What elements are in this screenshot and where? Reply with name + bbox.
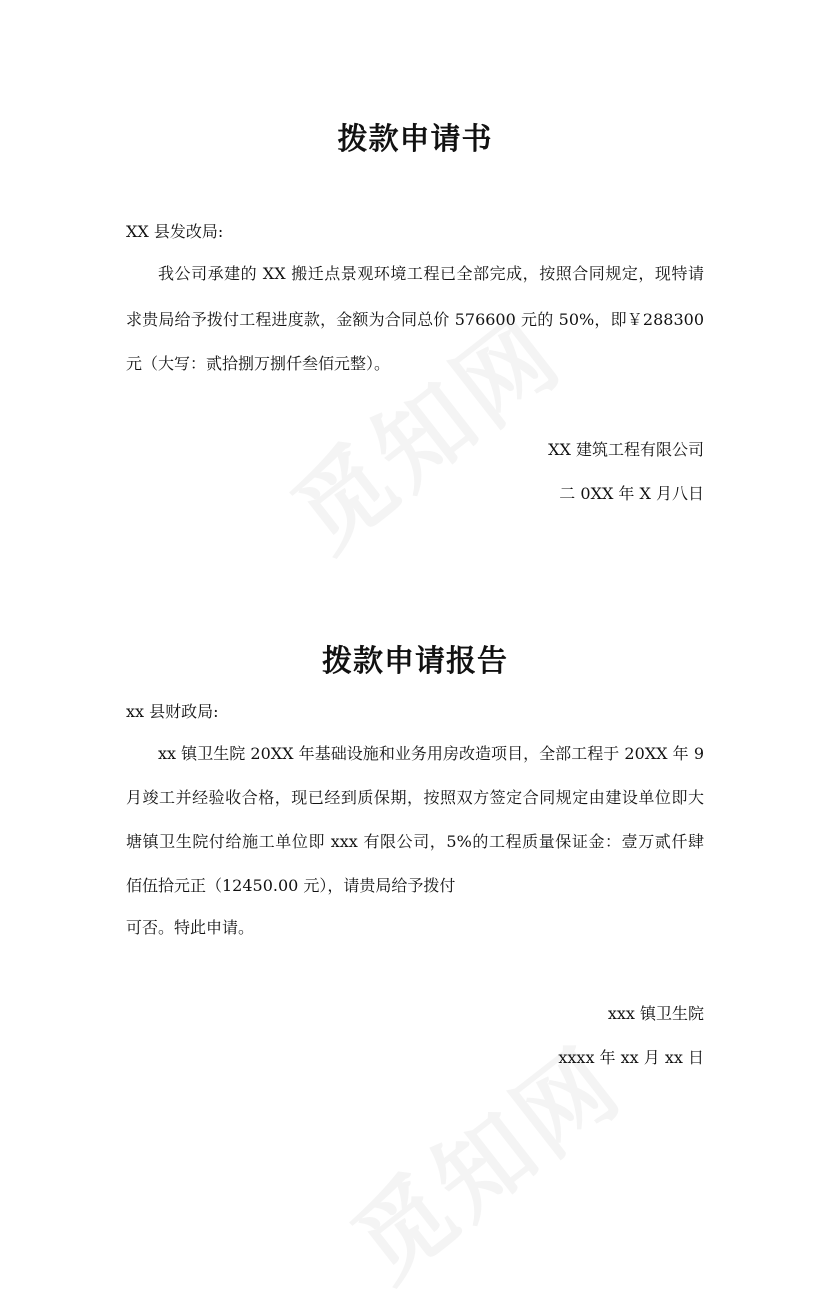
letter2-signature: xxx 镇卫生院 [607, 1004, 704, 1023]
letter2-body-line: 可否。特此申请。 [126, 918, 255, 937]
letter1-title: 拨款申请书 [337, 122, 493, 157]
letter2-body-line: xx 镇卫生院 20XX 年基础设施和业务用房改造项目，全部工程于 20XX 年 9 [158, 744, 704, 763]
letter2-date: xxxx 年 xx 月 xx 日 [558, 1048, 704, 1067]
letter2-title: 拨款申请报告 [322, 644, 508, 679]
letter2-body-line: 佰伍拾元正（12450.00 元），请贵局给予拨付 [126, 876, 456, 895]
letter1-body-line: 我公司承建的 XX 搬迁点景观环境工程已全部完成，按照合同规定，现特请 [158, 264, 704, 283]
letter2-recipient: xx 县财政局: [126, 702, 219, 721]
letter1-body-line: 求贵局给予拨付工程进度款，金额为合同总价 576600 元的 50%，即￥288300 [126, 310, 704, 329]
letter1-date: 二 0XX 年 X 月八日 [559, 484, 704, 503]
letter1-recipient: XX 县发改局: [126, 222, 224, 241]
letter2-body-line: 塘镇卫生院付给施工单位即 xxx 有限公司，5%的工程质量保证金：壹万贰仟肆 [126, 832, 704, 851]
letter1-signature: XX 建筑工程有限公司 [548, 440, 704, 459]
letter1-body-line: 元（大写：贰拾捌万捌仟叁佰元整）。 [126, 354, 391, 373]
letter2-body-line: 月竣工并经验收合格，现已经到质保期，按照双方签定合同规定由建设单位即大 [126, 788, 704, 807]
